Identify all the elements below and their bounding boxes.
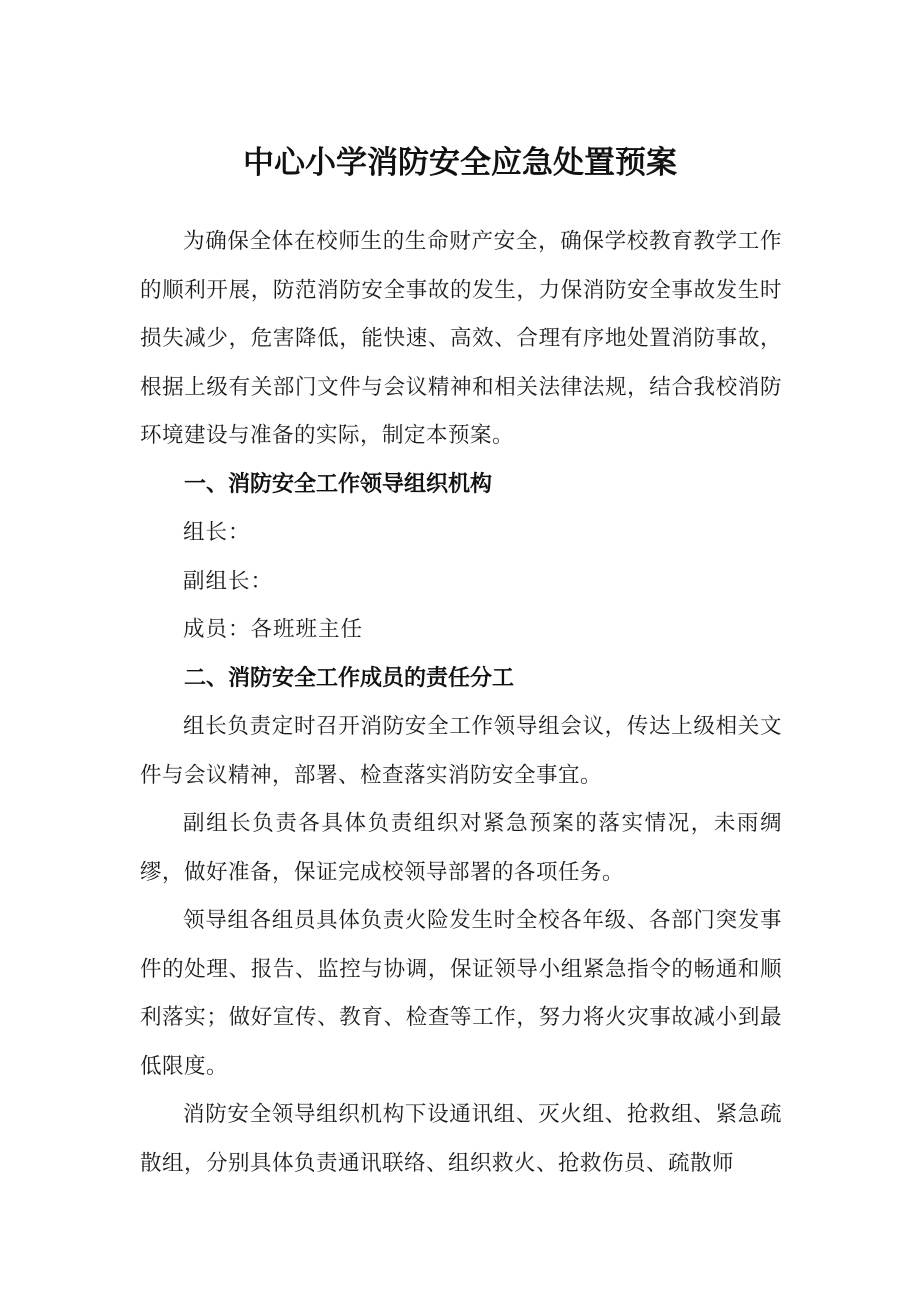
deputy-leader-line: 副组长： [183,568,274,594]
document-body [140,218,782,1188]
duty-paragraph-leader: 组长负责定时召开消防安全工作领导组会议，传达上级相关文件与会议精神，部署、检查落实消防安全事宜。 [140,714,782,788]
intro-paragraph: 为确保全体在校师生的生命财产安全，确保学校教育教学工作的顺利开展，防范消防安全事故的发生，力保消防安全事故发生时损失减少，危害降低，能快速、高效、合理有序地处置消防事故，根据上级有关部门文件与会议精神和相关法律法规，结合我校消防环境建设与准备的实际，制定本预案。 [140,229,782,448]
members-line: 成员：各班班主任 [183,617,364,642]
duty-paragraph-deputy: 副组长负责各具体负责组织对紧急预案的落实情况，未雨绸缪，做好准备，保证完成校领导部署的各项任务。 [140,811,782,885]
duty-paragraph-subgroups: 消防安全领导组织机构下设通讯组、灭火组、抢救组、紧急疏散组，分别具体负责通讯联络、组织救火、抢救伤员、疏散师 [140,1102,782,1176]
section1-heading: 一、消防安全工作领导组织机构 [184,471,493,497]
document-title: 中心小学消防安全应急处置预案 [243,145,677,181]
leader-line: 组长： [183,520,251,545]
section2-heading: 二、消防安全工作成员的责任分工 [184,665,515,691]
duty-paragraph-members: 领导组各组员具体负责火险发生时全校各年级、各部门突发事件的处理、报告、监控与协调，保证领导小组紧急指令的畅通和顺利落实；做好宣传、教育、检查等工作，努力将火灾事故减小到最低限度。 [140,908,782,1079]
